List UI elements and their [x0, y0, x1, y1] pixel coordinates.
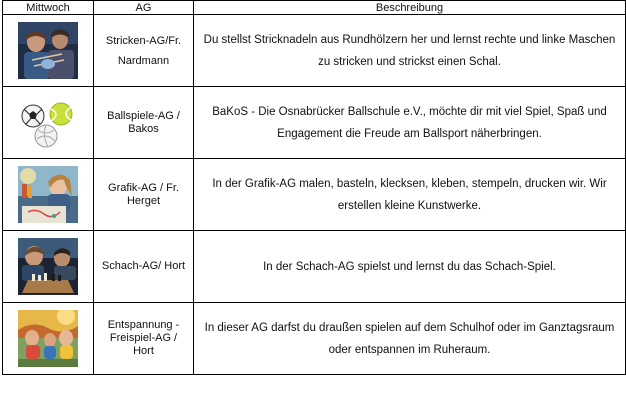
header-ag: AG [94, 1, 194, 15]
header-description: Beschreibung [194, 1, 626, 15]
image-cell [3, 231, 94, 303]
table-row [3, 15, 626, 87]
ag-name: Entspannung - Freispiel-AG / Hort [94, 303, 194, 375]
ag-description: In der Schach-AG spielst und lernst du das Schach-Spiel. [194, 231, 626, 303]
header-row [3, 1, 626, 15]
children-knitting-photo [18, 22, 78, 79]
children-outdoor-play-photo [18, 310, 78, 367]
image-cell [3, 15, 94, 87]
ag-description: In dieser AG darfst du draußen spielen auf dem Schulhof oder im Ganztagsraum oder entspannen im Ruheraum. [194, 303, 626, 375]
table-row [3, 231, 626, 303]
table-row [3, 159, 626, 231]
girl-drawing-photo [18, 166, 78, 223]
ag-description: In der Grafik-AG malen, basteln, klecksen, kleben, stempeln, drucken wir. Wir erstellen kleine Kunstwerke. [194, 159, 626, 231]
table-row [3, 87, 626, 159]
ag-description: Du stellst Stricknadeln aus Rundhölzern her und lernst rechte und linke Maschen zu stricken und strickst einen Schal. [194, 15, 626, 87]
ag-name: Schach-AG/ Hort [94, 231, 194, 303]
table-row [3, 303, 626, 375]
ag-schedule-table [2, 0, 626, 375]
ag-name: Grafik-AG / Fr. Herget [94, 159, 194, 231]
balls-icon [18, 94, 78, 151]
image-cell [3, 303, 94, 375]
ag-name: Ballspiele-AG / Bakos [94, 87, 194, 159]
header-day: Mittwoch [3, 1, 94, 15]
ag-description: BaKoS - Die Osnabrücker Ballschule e.V., möchte dir mit viel Spiel, Spaß und Engagement die Freude am Ballsport näherbringen. [194, 87, 626, 159]
ag-name: Stricken-AG/Fr. Nardmann [94, 15, 194, 87]
children-chess-photo [18, 238, 78, 295]
image-cell [3, 159, 94, 231]
image-cell [3, 87, 94, 159]
